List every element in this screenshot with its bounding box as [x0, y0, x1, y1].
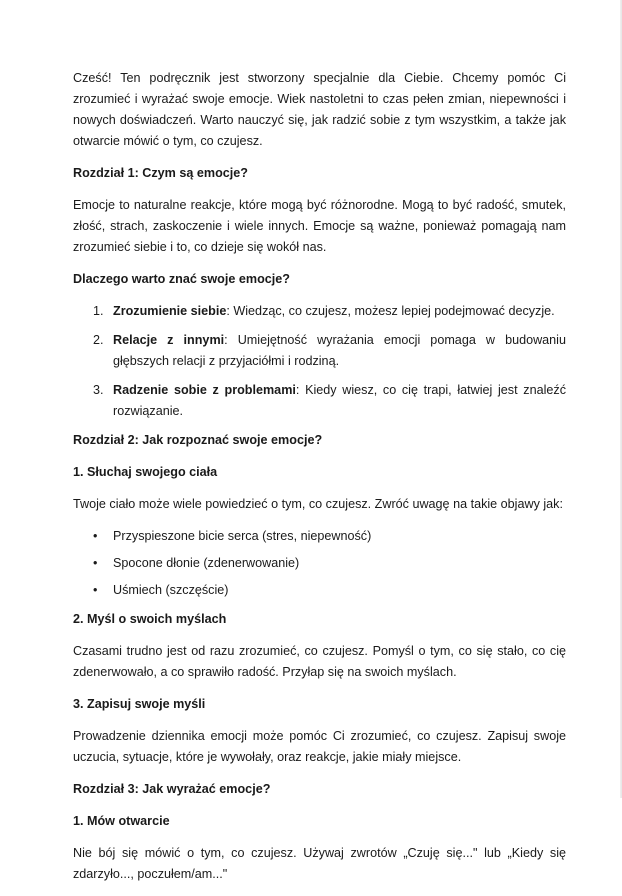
section-speak-heading: 1. Mów otwarcie [73, 814, 170, 828]
list-item [73, 553, 566, 574]
section-write-heading: 3. Zapisuj swoje myśli [73, 697, 206, 711]
bullet-icon: • [93, 583, 98, 597]
list-item [73, 380, 566, 422]
document-content [73, 68, 566, 896]
list-item-text: Przyspieszone bicie serca (stres, niepewność) [113, 529, 372, 543]
reasons-list [73, 301, 566, 422]
section-write-text: Prowadzenie dziennika emocji może pomóc Ci zrozumieć, co czujesz. Zapisuj swoje uczucia, sytuacje, które je wywołały, oraz reakcje, jakie miały miejsce. [73, 729, 566, 764]
list-item-term: Relacje z innymi [113, 333, 225, 347]
list-item-term: Radzenie sobie z problemami [113, 383, 296, 397]
chapter-2-heading: Rozdział 2: Jak rozpoznać swoje emocje? [73, 433, 323, 447]
list-item-text: : Umiejętność wyrażania emocji pomaga w budowaniu głębszych relacji z przyjaciółmi i rodziną. [113, 333, 566, 368]
list-item [73, 301, 566, 322]
list-item-term: Zrozumienie siebie [113, 304, 227, 318]
symptoms-list [73, 526, 566, 601]
bullet-icon: • [93, 556, 98, 570]
list-item [73, 526, 566, 547]
list-item-text: Uśmiech (szczęście) [113, 583, 229, 597]
list-item-text: Spocone dłonie (zdenerwowanie) [113, 556, 300, 570]
chapter-1-heading: Rozdział 1: Czym są emocje? [73, 166, 248, 180]
list-item [73, 330, 566, 372]
list-number: 2. [93, 333, 104, 347]
bullet-icon: • [93, 529, 98, 543]
section-speak-text: Nie bój się mówić o tym, co czujesz. Używaj zwrotów „Czuję się..." lub „Kiedy się zdarzyło..., poczułem/am..." [73, 846, 566, 881]
list-item-text: : Kiedy wiesz, co cię trapi, łatwiej jest znaleźć rozwiązanie. [113, 383, 566, 418]
section-think-heading: 2. Myśl o swoich myślach [73, 612, 227, 626]
list-item [73, 580, 566, 601]
section-think-text: Czasami trudno jest od razu zrozumieć, co czujesz. Pomyśl o tym, co się stało, co cię zdenerwowało, a co sprawiło radość. Przyłap się na swoich myślach. [73, 644, 566, 679]
section-listen-body-heading: 1. Słuchaj swojego ciała [73, 465, 218, 479]
intro-paragraph: Cześć! Ten podręcznik jest stworzony specjalnie dla Ciebie. Chcemy pomóc Ci zrozumieć i wyrażać swoje emocje. Wiek nastoletni to czas pełen zmian, niepewności i nowych doświadczeń. Warto nauczyć się, jak radzić sobie z tym wszystkim, a także jak otwarcie mówić o tym, co czujesz. [73, 71, 566, 148]
chapter-1-body: Emocje to naturalne reakcje, które mogą być różnorodne. Mogą to być radość, smutek, złość, strach, zaskoczenie i wiele innych. Emocje są ważne, ponieważ pomagają nam zrozumieć siebie i to, co dzieje się wokół nas. [73, 198, 566, 254]
why-know-emotions-heading: Dlaczego warto znać swoje emocje? [73, 272, 290, 286]
chapter-3-heading: Rozdział 3: Jak wyrażać emocje? [73, 782, 271, 796]
section-listen-body-text: Twoje ciało może wiele powiedzieć o tym, co czujesz. Zwróć uwagę na takie objawy jak: [73, 497, 563, 511]
list-item-text: : Wiedząc, co czujesz, możesz lepiej podejmować decyzje. [226, 304, 555, 318]
list-number: 1. [93, 304, 104, 318]
list-number: 3. [93, 383, 104, 397]
